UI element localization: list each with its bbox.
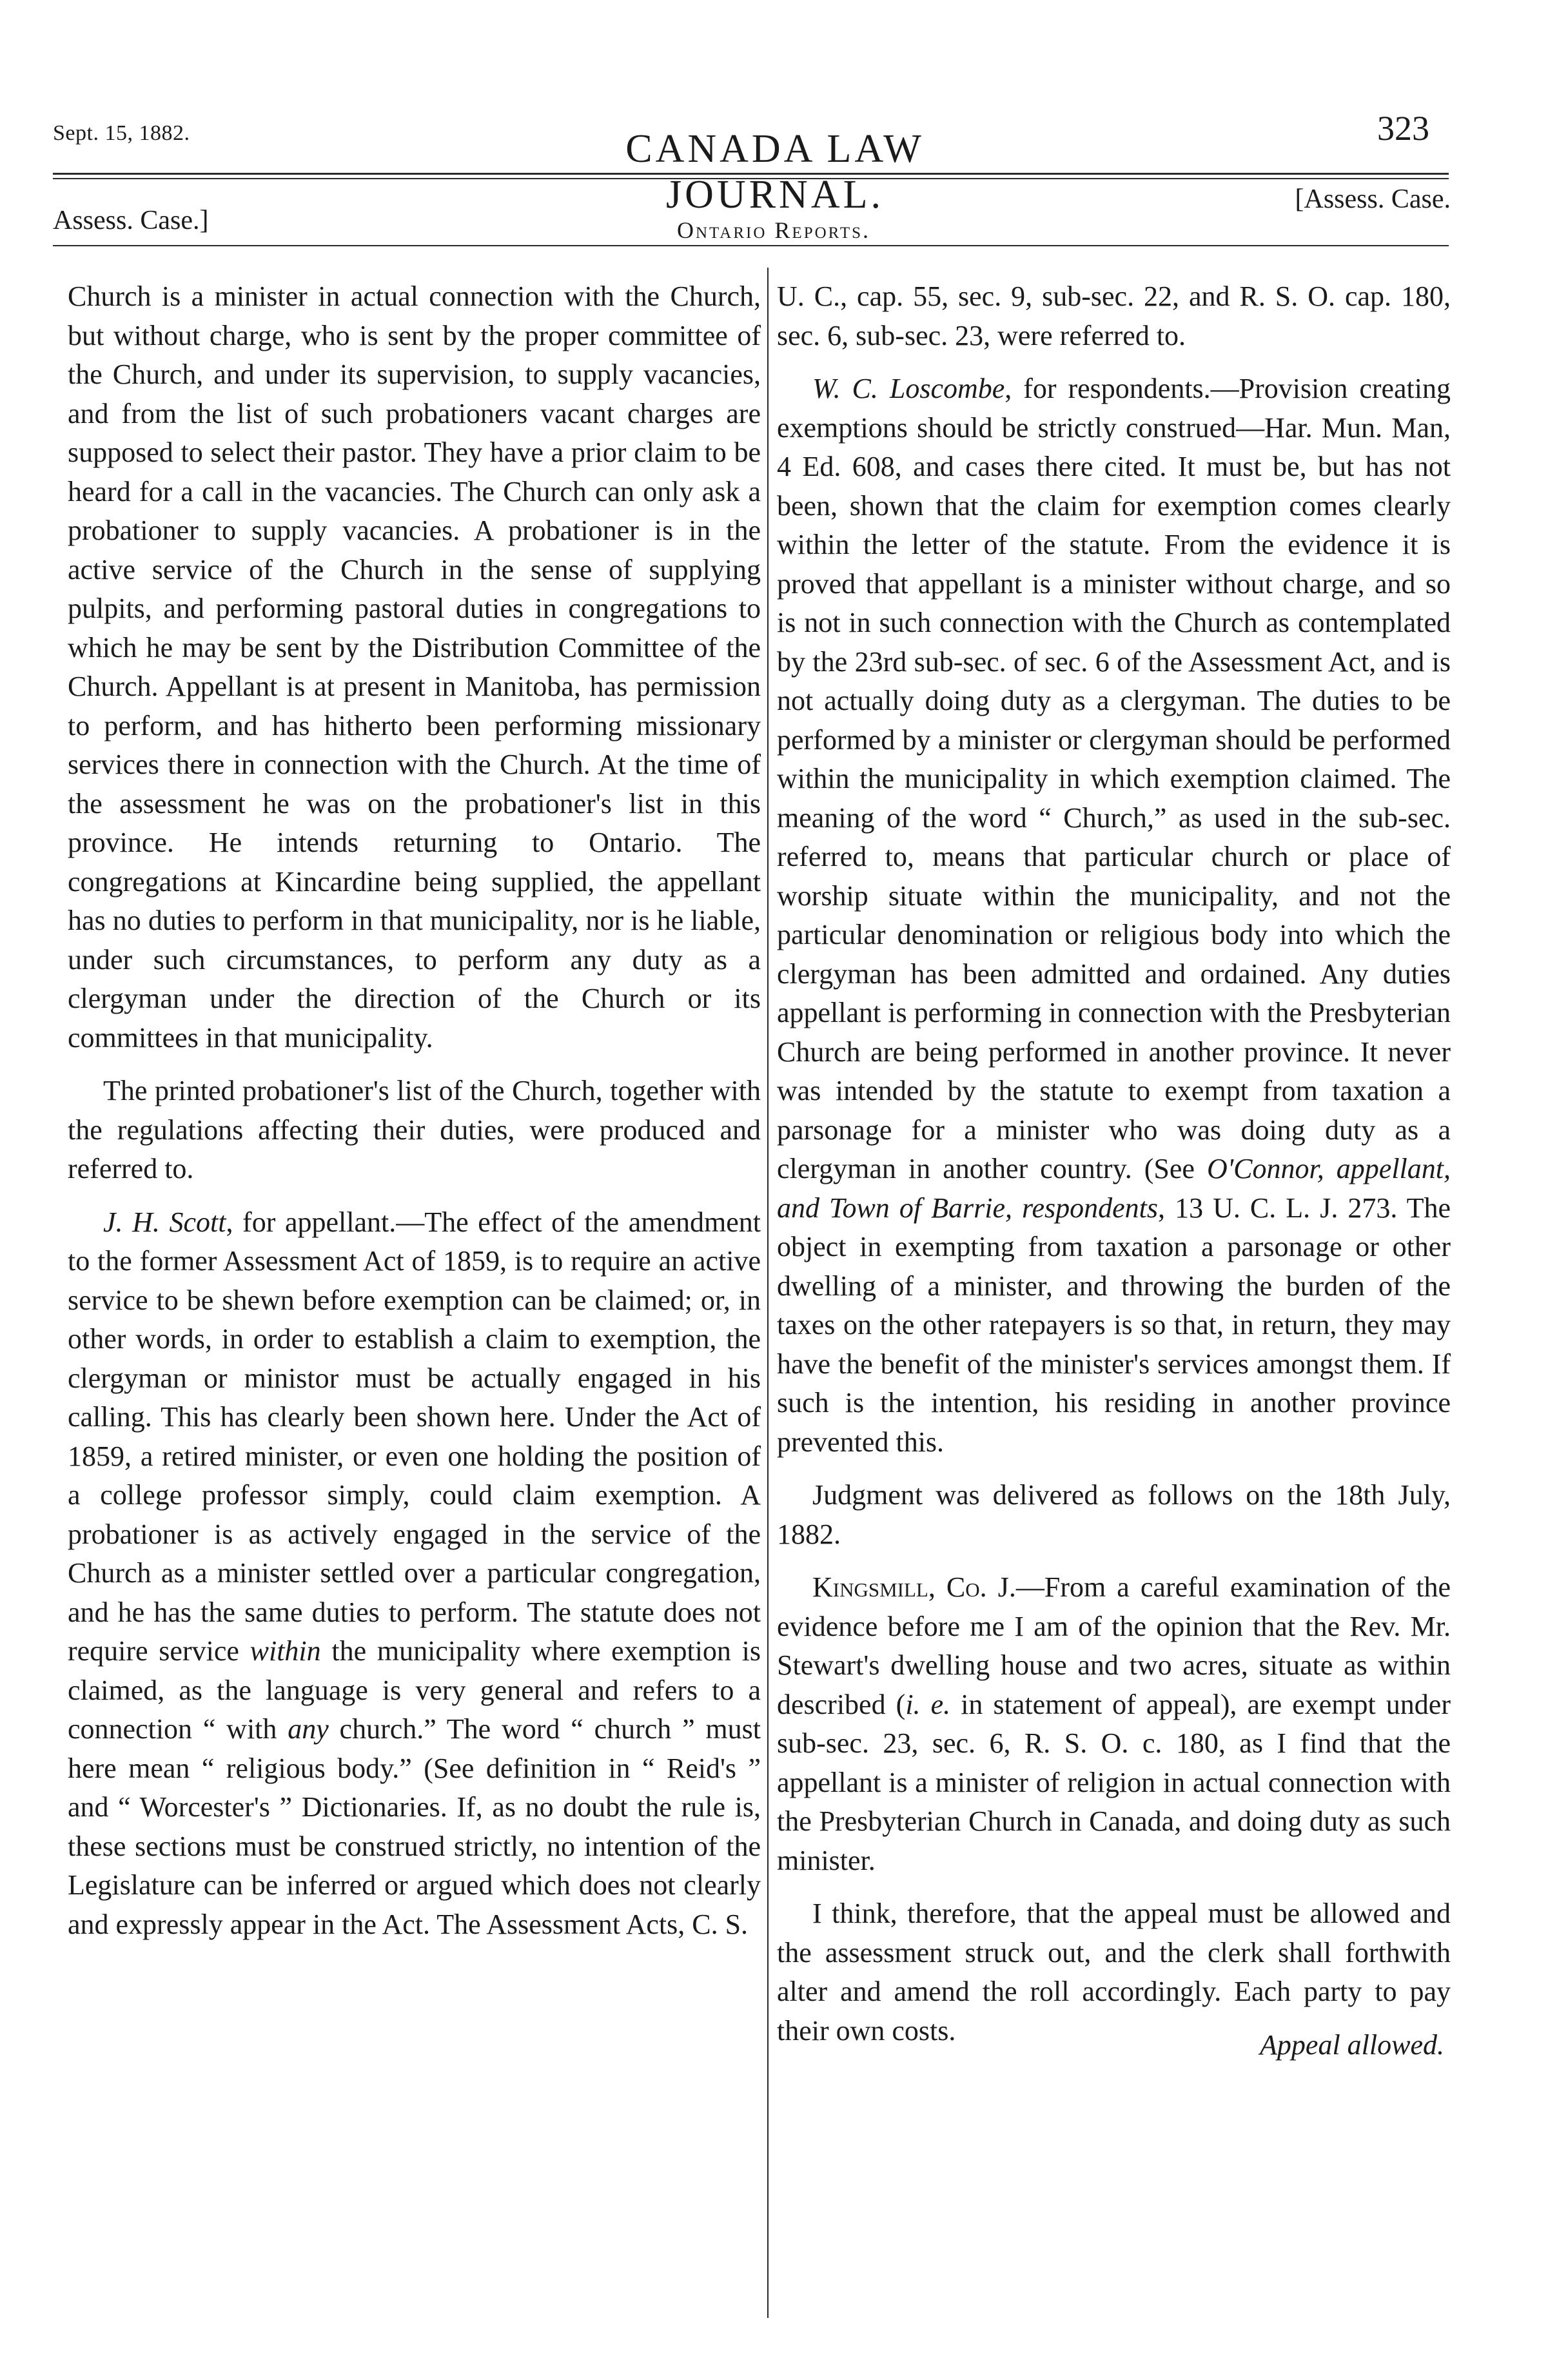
page-number: 323 xyxy=(1377,109,1429,148)
judgment-date-paragraph: Judgment was delivered as follows on the 18th July, 1882. xyxy=(777,1479,1451,1550)
issue-date: Sept. 15, 1882. xyxy=(53,121,190,145)
left-column xyxy=(68,277,761,1958)
judgment-paragraph: Kingsmill, Co. J.—From a careful examination of the evidence before me I am of the opinion that the Rev. Mr. Stewart's dwelling house and two acres, situate as within described (i. e. in statement of appeal), are exempt under sub-sec. 23, sec. 6, R. S. O. c. 180, as I find that the appellant is a minister of religion in actual connection with the Presbyterian Church in Canada, and doing duty as such minister. xyxy=(777,1571,1451,1876)
judge-name: Kingsmill, Co. J. xyxy=(812,1571,1016,1603)
left-paragraph-1: Church is a minister in actual connection with the Church, but without charge, who is sent by the proper committee of the Church, and under its supervision, to supply vacancies, and from the list of such probationers vacant charges are supposed to select their pastor. They have a prior claim to be heard for a call in the vacancies. The Church can only ask a probationer to supply vacancies. A probationer is in the active service of the Church in the sense of supplying pulpits, and performing pastoral duties in congregations to which he may be sent by the Distribution Committee of the Church. Appellant is at present in Manitoba, has permission to perform, and has hitherto been performing missionary services there in connection with the Church. At the time of the assessment he was on the probationer's list in this province. He intends returning to Ontario. The congregations at Kincardine being supplied, the appellant has no duties to perform in that municipality, nor is he liable, under such circumstances, to perform any duty as a clergyman under the direction of the Church or its committees in that municipality. xyxy=(68,280,761,1054)
journal-title: CANADA LAW JOURNAL. xyxy=(625,127,925,217)
case-citation: O'Connor, appellant, and Town of Barrie, respondents xyxy=(777,1153,1451,1224)
verdict: Appeal allowed. xyxy=(1260,2029,1444,2061)
left-paragraph-3: J. H. Scott, for appellant.—The effect of the amendment to the former Assessment Act of 1859, is to require an active service to be shewn before exemption can be claimed; or, in other words, in order to establish a claim to exemption, the clergyman or ministor must be actually engaged in his calling. This has clearly been shown here. Under the Act of 1859, a retired minister, or even one holding the position of a college professor simply, could claim exemption. A probationer is as actively engaged in the service of the Church as a minister settled over a particular congregation, and he has the same duties to perform. The statute does not require service within the municipality where exemption is claimed, as the language is very general and refers to a connection “ with any church.” The word “ church ” must here mean “ religious body.” (See definition in “ Reid's ” and “ Worcester's ” Dictionaries. If, as no doubt the rule is, these sections must be construed strictly, no intention of the Legislature can be inferred or argued which does not clearly and expressly appear in the Act. The Assessment Acts, C. S. xyxy=(68,1206,761,1940)
right-paragraph-2: W. C. Loscombe, for respondents.—Provision creating exemptions should be strictly construed—Har. Mun. Man, 4 Ed. 608, and cases there cited. It must be, but has not been, shown that the claim for exemption comes clearly within the letter of the statute. From the evidence it is proved that appellant is a minister without charge, and so is not in such connection with the Church as contemplated by the 23rd sub-sec. of sec. 6 of the Assessment Act, and is not actually doing duty as a clergyman. The duties to be performed by a minister or clergyman should be performed within the municipality in which exemption claimed. The meaning of the word “ Church,” as used in the sub-sec. referred to, means that particular church or place of worship situate within the municipality, and not the particular denomination or religious body into which the clergyman has been admitted and ordained. Any duties appellant is performing in connection with the Presbyterian Church are being performed in another province. It never was intended by the statute to exempt from taxation a parsonage for a minister who was doing duty as a clergyman in another country. (See O'Connor, appellant, and Town of Barrie, respondents, 13 U. C. L. J. 273. The object in exempting from taxation a parsonage or other dwelling of a minister, and throwing the burden of the taxes on the other ratepayers is so that, in return, they may have the benefit of the minister's services amongst them. If such is the intention, his residing in another province prevented this. xyxy=(777,373,1451,1458)
section-label-center: Ontario Reports. xyxy=(676,217,871,243)
section-label-right: [Assess. Case. xyxy=(1295,184,1451,214)
counsel-name-respondents: W. C. Loscombe xyxy=(812,373,1005,404)
section-label-left: Assess. Case.] xyxy=(53,206,209,235)
right-paragraph-1: U. C., cap. 55, sec. 9, sub-sec. 22, and R. S. O. cap. 180, sec. 6, sub-sec. 23, were referred to. xyxy=(777,280,1451,351)
counsel-name-appellant: J. H. Scott xyxy=(103,1206,226,1238)
left-paragraph-2: The printed probationer's list of the Church, together with the regulations affecting their duties, were produced and referred to. xyxy=(68,1075,761,1184)
right-column xyxy=(777,277,1451,2065)
conclusion-paragraph: I think, therefore, that the appeal must be allowed and the assessment struck out, and the clerk shall forthwith alter and amend the roll accordingly. Each party to pay their own costs. xyxy=(777,1898,1451,2047)
subheader-rule xyxy=(53,245,1449,246)
column-divider xyxy=(767,268,769,2318)
header-rule xyxy=(53,173,1449,179)
